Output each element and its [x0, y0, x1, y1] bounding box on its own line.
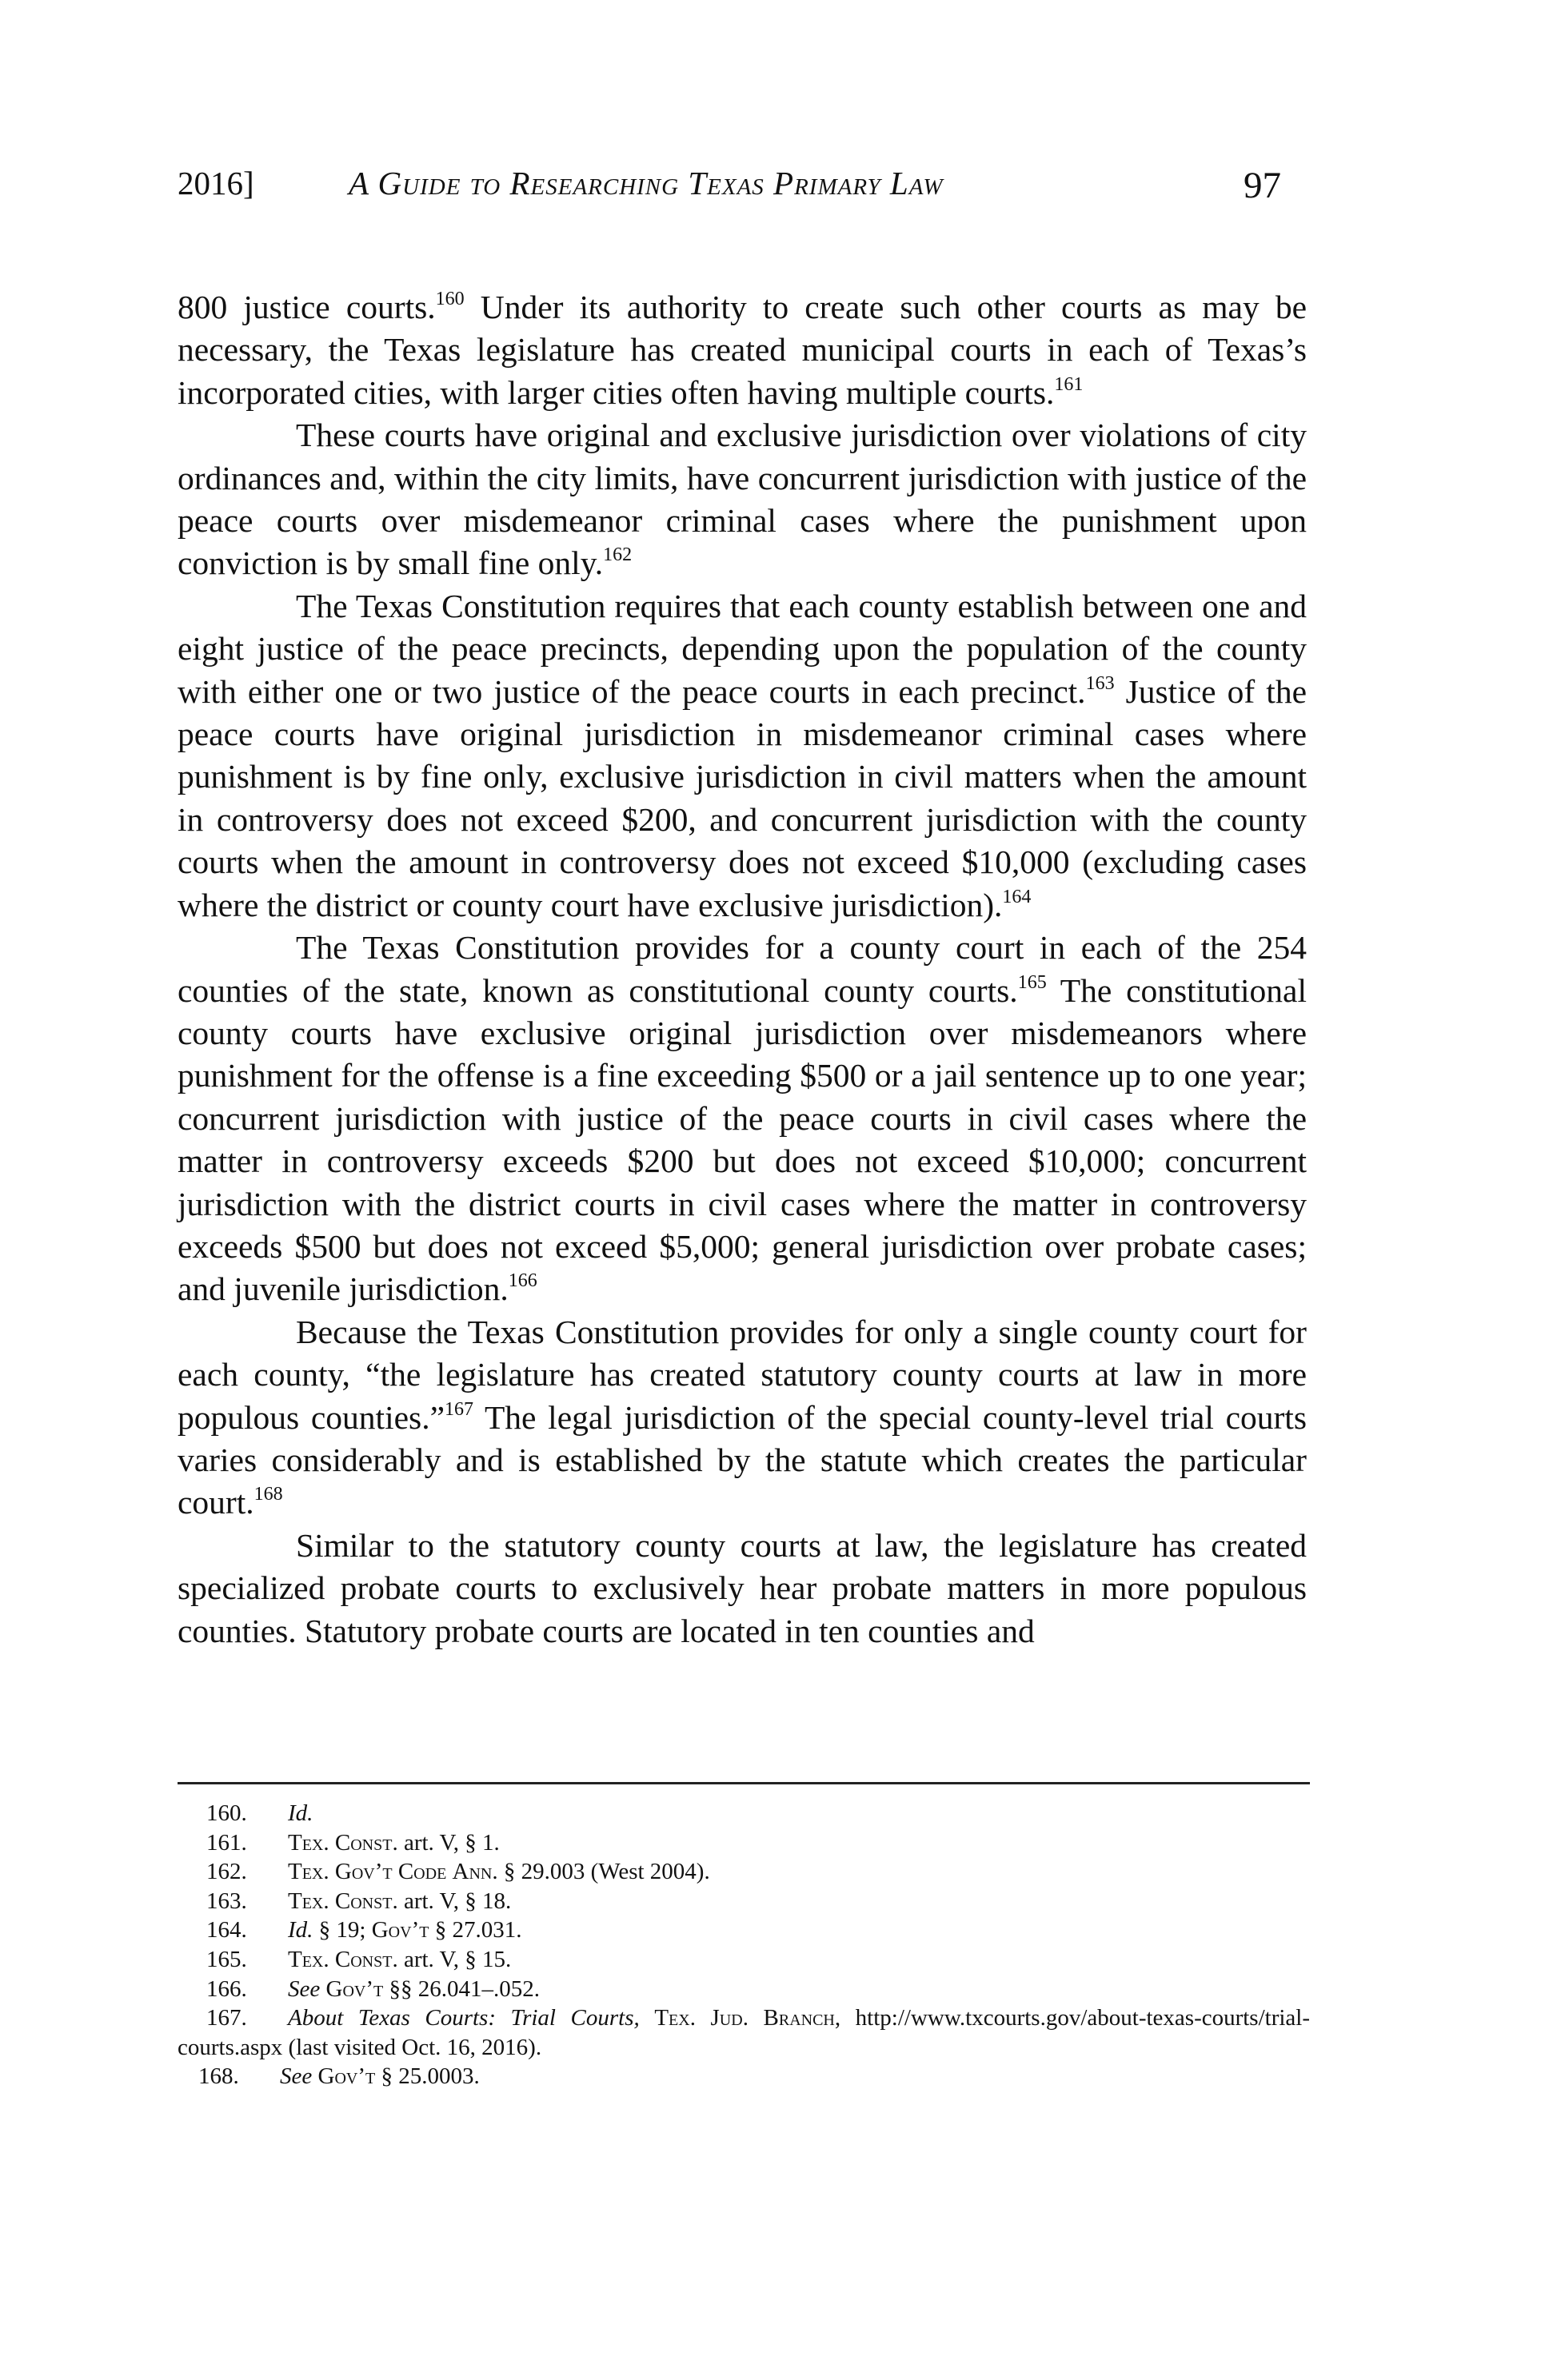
- footnote-number: 164.: [206, 1917, 247, 1943]
- body-text: [178, 286, 1307, 1652]
- footnote-ref: 163: [1085, 672, 1115, 694]
- footnote: [178, 1945, 1310, 1975]
- footnote: [178, 1916, 1310, 1945]
- footnote-number: 166.: [206, 1975, 247, 2002]
- footnote-text: Tex. Gov’t Code Ann. § 29.003 (West 2004).: [288, 1859, 710, 1885]
- footnote-number: 168.: [198, 2063, 239, 2090]
- footnotes: [178, 1799, 1310, 2091]
- running-title: A Guide to Researching Texas Primary Law: [349, 165, 944, 201]
- footnote: [178, 1857, 1310, 1887]
- paragraph: The Texas Constitution requires that each county establish between one and eight justice of the peace precincts, depending upon the population of the county with either one or two justice of the peace courts in each precinct.$^{163}$ Justice of the peace courts have original jurisdiction in misdemeanor criminal cases where punishment is by fine only, exclusive jurisdiction in civil matters when the amount in controversy does not exceed $200, and concurrent jurisdiction with the county courts when the amount in controversy does not exceed $10,000 (excluding cases where the district or county court have exclusive jurisdiction).$^{164}$: [178, 587, 1307, 923]
- footnote-number: 160.: [206, 1800, 247, 1826]
- footnote-text: Tex. Const. art. V, § 1.: [288, 1829, 500, 1856]
- footnote-ref: 165: [1017, 971, 1047, 993]
- paragraph: These courts have original and exclusive jurisdiction over violations of city ordinances and, within the city limits, have concurrent jurisdiction with justice of the peace courts over misdemeanor criminal cases where the punishment upon conviction is by small fine only.$^{162}$: [178, 417, 1307, 582]
- volume-year: 2016]: [178, 165, 254, 201]
- footnote-number: 161.: [206, 1829, 247, 1856]
- paragraph: 800 justice courts.$^{160}$ Under its authority to create such other courts as may be necessary, the Texas legislature has created municipal courts in each of Texas’s incorporated cities, with larger cities often having multiple courts.$^{161}$: [178, 289, 1307, 411]
- footnote-text: See Gov’t § 25.0003.: [280, 2063, 480, 2090]
- footnote-ref: 168: [254, 1484, 283, 1505]
- page-number: 97: [1244, 165, 1281, 206]
- footnote-text: Id. § 19; Gov’t § 27.031.: [288, 1917, 522, 1943]
- footnote-text: See Gov’t §§ 26.041–.052.: [288, 1975, 540, 2002]
- paragraph: Because the Texas Constitution provides for only a single county court for each county, “the legislature has created statutory county courts at law in more populous counties.”$^{167}$ The legal jurisdiction of the special county-level trial courts varies considerably and is established by the statute which creates the particular court.$^{168}$: [178, 1313, 1307, 1521]
- footnote-text: Tex. Const. art. V, § 18.: [288, 1888, 512, 1914]
- footnote-number: 167.: [206, 2005, 247, 2031]
- footnote: [178, 2003, 1310, 2062]
- footnote-ref: 166: [508, 1270, 537, 1292]
- footnote-number: 165.: [206, 1946, 247, 1972]
- footnote-ref: 162: [603, 544, 633, 566]
- footnote: [178, 1799, 1310, 1828]
- footnote: [178, 1975, 1310, 2004]
- footnote-text: Tex. Const. art. V, § 15.: [288, 1946, 512, 1972]
- footnote-divider: [178, 1782, 1310, 1784]
- footnote: [178, 2062, 1310, 2091]
- footnote-number: 163.: [206, 1888, 247, 1914]
- footnote-text: Id.: [288, 1800, 313, 1826]
- footnote-number: 162.: [206, 1859, 247, 1885]
- footnote-ref: 160: [435, 289, 465, 309]
- footnote-ref: 161: [1054, 373, 1084, 395]
- footnote-text: 167. About Texas Courts: Trial Courts, Tex. Jud. Branch, http://www.txcourts.gov/about-texas-courts/trial-courts.aspx (last visited Oct. 16, 2016).: [178, 2005, 1311, 2060]
- paragraph: The Texas Constitution provides for a county court in each of the 254 counties of the state, known as constitutional county courts.$^{165}$ The constitutional county courts have exclusive original jurisdiction over misdemeanors where punishment for the offense is a fine exceeding $500 or a jail sentence up to one year; concurrent jurisdiction with justice of the peace courts in civil cases where the matter in controversy exceeds $200 but does not exceed $10,000; concurrent jurisdiction with the district courts in civil cases where the matter in controversy exceeds $500 but does not exceed $5,000; general jurisdiction over probate cases; and juvenile jurisdiction.$^{166}$: [178, 929, 1307, 1308]
- footnote: [178, 1828, 1310, 1858]
- paragraph: Similar to the statutory county courts at law, the legislature has created specialized probate courts to exclusively hear probate matters in more populous counties. Statutory probate courts are located in ten counties and: [178, 1526, 1307, 1649]
- running-header: [178, 164, 1313, 220]
- footnote-ref: 167: [444, 1398, 473, 1420]
- footnote: [178, 1887, 1310, 1916]
- footnote-ref: 164: [1002, 886, 1032, 907]
